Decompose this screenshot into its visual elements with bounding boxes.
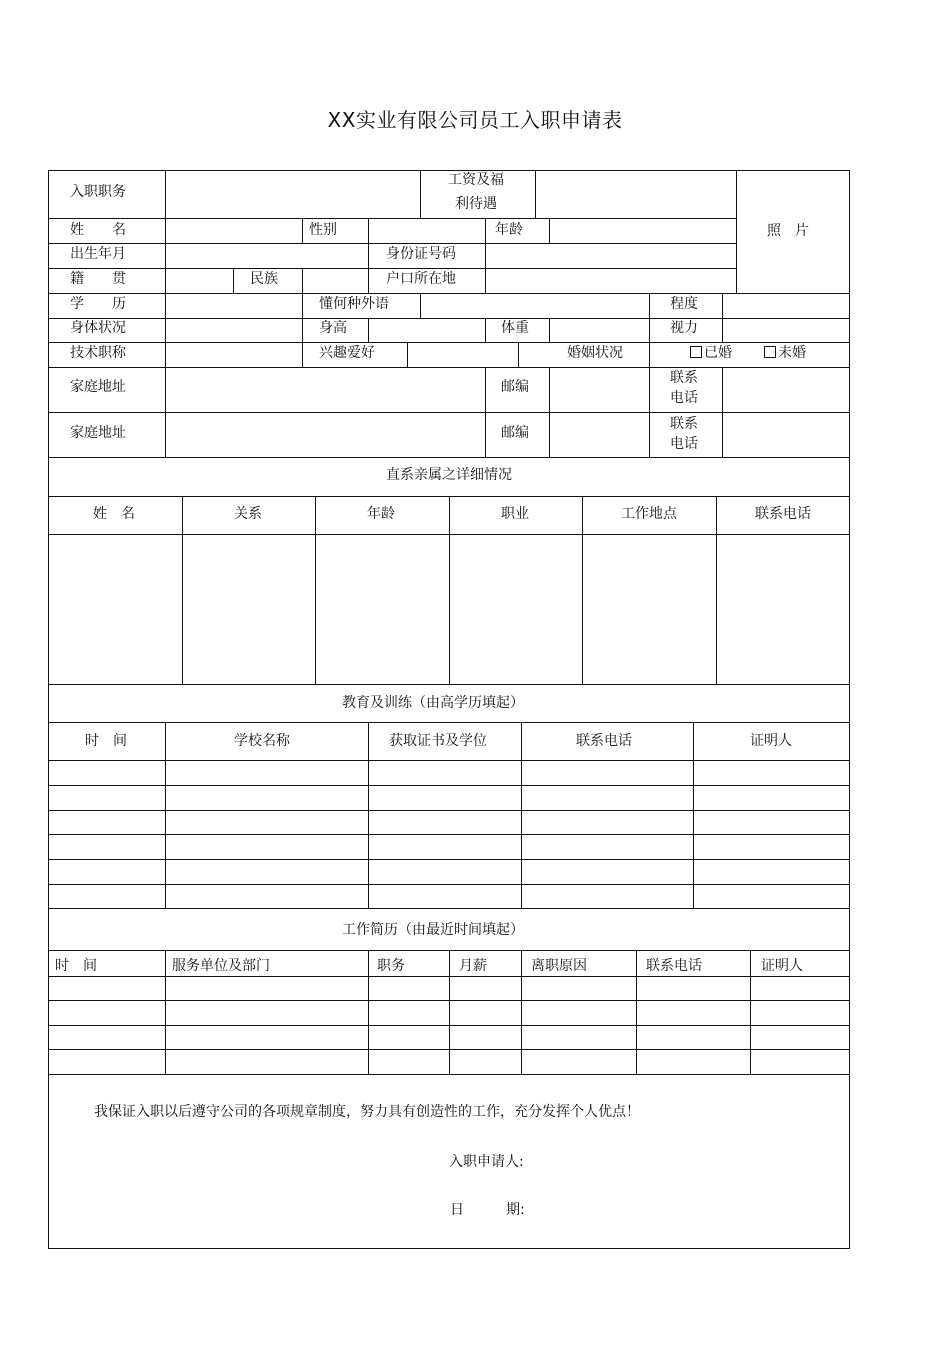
label-contact-2-line2: 电话 (670, 436, 698, 452)
grid-column-line (636, 950, 637, 1074)
grid-column-line (233, 268, 234, 293)
label-id-number: 身份证号码 (386, 246, 456, 262)
grid-column-line (649, 293, 650, 367)
family-col-name: 姓 名 (93, 506, 135, 522)
grid-column-line (716, 496, 717, 684)
grid-row-line (48, 684, 850, 685)
grid-column-line (165, 950, 166, 1074)
work-col-phone: 联系电话 (646, 958, 702, 974)
page-title: XX实业有限公司员工入职申请表 (327, 108, 623, 132)
grid-row-line (48, 859, 850, 860)
label-salary-line2: 利待遇 (455, 196, 497, 212)
grid-column-line (368, 318, 369, 342)
label-hukou: 户口所在地 (386, 271, 456, 287)
grid-column-line (521, 722, 522, 908)
edu-col-reference: 证明人 (750, 733, 792, 749)
grid-row-line (48, 785, 850, 786)
grid-column-line (485, 243, 486, 293)
work-heading: 工作简历（由最近时间填起） (342, 922, 524, 938)
grid-row-line (48, 268, 736, 269)
label-weight: 体重 (501, 320, 529, 336)
grid-column-line (302, 268, 303, 293)
label-contact-2-line1: 联系 (670, 416, 698, 432)
label-marital: 婚姻状况 (567, 345, 623, 361)
grid-row-line (48, 760, 850, 761)
edu-col-phone: 联系电话 (576, 733, 632, 749)
family-col-occupation: 职业 (501, 506, 529, 522)
grid-row-line (48, 834, 850, 835)
edu-col-time: 时 间 (85, 733, 127, 749)
grid-row-line (48, 218, 736, 219)
label-address-2: 家庭地址 (70, 425, 126, 441)
grid-row-line (48, 318, 850, 319)
grid-column-line (407, 342, 408, 367)
grid-column-line (549, 218, 550, 243)
grid-column-line (302, 218, 303, 243)
label-position: 入职职务 (70, 184, 126, 200)
grid-column-line (449, 950, 450, 1074)
grid-row-line (48, 367, 850, 368)
grid-row-line (48, 810, 850, 811)
married-label: 已婚 (704, 345, 732, 361)
edu-col-degree: 获取证书及学位 (389, 733, 487, 749)
label-gender: 性别 (309, 222, 337, 238)
label-age: 年龄 (495, 222, 523, 238)
applicant-signature-label: 入职申请人: (449, 1154, 524, 1170)
photo-box-label: 照 片 (767, 223, 809, 239)
grid-column-line (736, 170, 737, 293)
work-col-leave-reason: 离职原因 (531, 958, 587, 974)
grid-row-line (48, 908, 850, 909)
grid-column-line (165, 170, 166, 457)
grid-column-line (722, 318, 723, 342)
grid-row-line (48, 884, 850, 885)
grid-column-line (518, 342, 519, 367)
grid-column-line (693, 722, 694, 908)
unmarried-label: 未婚 (778, 345, 806, 361)
label-languages: 懂何种外语 (319, 296, 389, 312)
grid-column-line (535, 170, 536, 218)
grid-column-line (302, 293, 303, 367)
grid-column-line (485, 218, 486, 243)
label-title-rank: 技术职称 (70, 345, 126, 361)
grid-column-line (368, 218, 369, 243)
label-health: 身体状况 (70, 320, 126, 336)
grid-column-line (521, 950, 522, 1074)
family-col-phone: 联系电话 (755, 506, 811, 522)
grid-column-line (750, 950, 751, 1074)
family-heading: 直系亲属之详细情况 (386, 467, 512, 483)
married-option[interactable] (690, 345, 732, 361)
grid-column-line (420, 293, 421, 318)
education-heading: 教育及训练（由高学历填起） (342, 695, 524, 711)
grid-column-line (485, 318, 486, 342)
grid-column-line (420, 170, 421, 218)
grid-column-line (368, 722, 369, 908)
grid-row-line (48, 1074, 850, 1075)
grid-column-line (368, 243, 369, 293)
grid-column-line (182, 496, 183, 684)
grid-column-line (649, 367, 650, 457)
grid-row-line (48, 457, 850, 458)
family-col-relation: 关系 (234, 506, 262, 522)
grid-column-line (368, 950, 369, 1074)
label-address-1: 家庭地址 (70, 379, 126, 395)
work-col-employer: 服务单位及部门 (172, 958, 270, 974)
label-postcode-1: 邮编 (501, 379, 529, 395)
married-checkbox[interactable] (690, 346, 702, 358)
grid-row-line (48, 722, 850, 723)
label-level: 程度 (670, 296, 698, 312)
label-vision: 视力 (670, 320, 698, 336)
label-contact-1-line1: 联系 (670, 370, 698, 386)
label-birth: 出生年月 (70, 246, 126, 262)
work-col-reference: 证明人 (761, 958, 803, 974)
label-height: 身高 (319, 320, 347, 336)
label-salary-line1: 工资及福 (448, 172, 504, 188)
unmarried-option[interactable] (764, 345, 806, 361)
work-col-position: 职务 (377, 958, 405, 974)
label-hobbies: 兴趣爱好 (319, 345, 375, 361)
grid-column-line (549, 318, 550, 342)
pledge-statement: 我保证入职以后遵守公司的各项规章制度，努力具有创造性的工作，充分发挥个人优点！ (94, 1104, 640, 1120)
grid-column-line (449, 496, 450, 684)
grid-column-line (722, 367, 723, 457)
label-contact-1-line2: 电话 (670, 390, 698, 406)
unmarried-checkbox[interactable] (764, 346, 776, 358)
grid-row-line (48, 342, 850, 343)
grid-column-line (582, 496, 583, 684)
label-ethnicity: 民族 (250, 271, 278, 287)
grid-column-line (315, 496, 316, 684)
label-postcode-2: 邮编 (501, 425, 529, 441)
label-education: 学 历 (70, 296, 126, 312)
grid-column-line (165, 722, 166, 908)
work-col-salary: 月薪 (459, 958, 487, 974)
grid-row-line (48, 412, 850, 413)
label-native-place: 籍 贯 (70, 271, 126, 287)
grid-row-line (48, 243, 736, 244)
grid-column-line (485, 367, 486, 457)
family-col-age: 年龄 (367, 506, 395, 522)
family-col-workplace: 工作地点 (621, 506, 677, 522)
grid-column-line (549, 367, 550, 457)
edu-col-school: 学校名称 (234, 733, 290, 749)
work-col-time: 时 间 (55, 958, 97, 974)
label-name: 姓 名 (70, 222, 126, 238)
date-label: 日 期: (450, 1202, 525, 1218)
grid-row-line (48, 293, 850, 294)
